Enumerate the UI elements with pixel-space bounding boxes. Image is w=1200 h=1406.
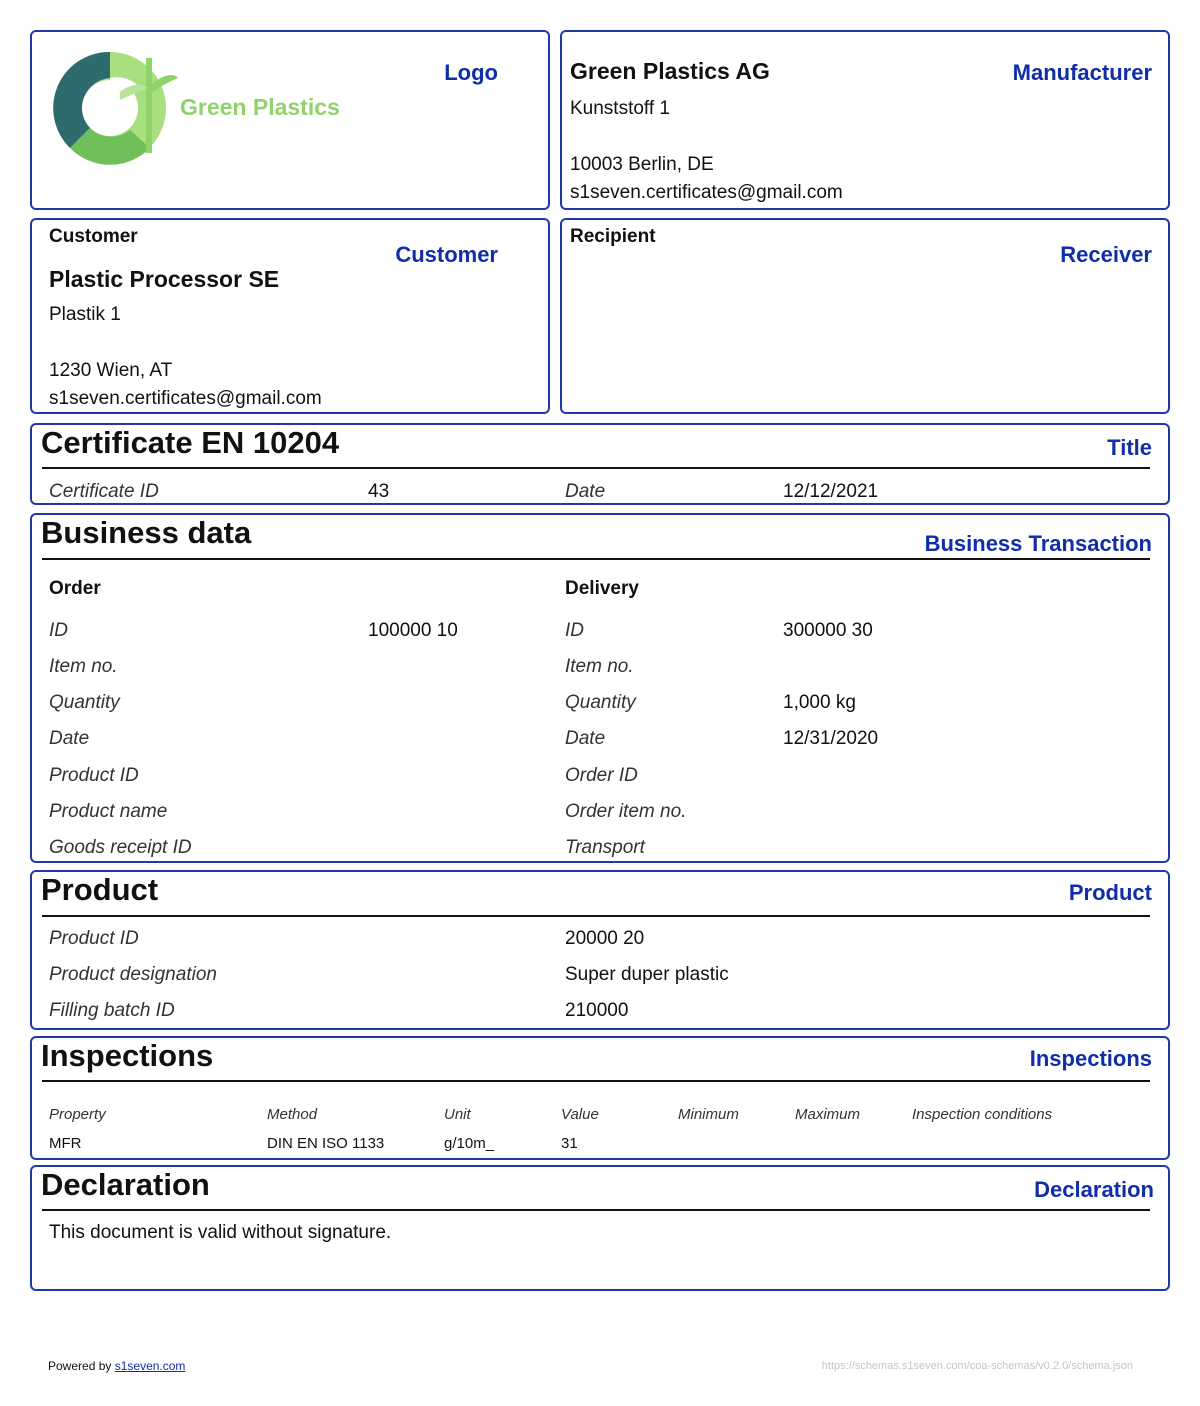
inspection-header-cell: Unit <box>444 1106 471 1123</box>
order-row-label: Goods receipt ID <box>49 837 192 858</box>
product-divider <box>42 915 1150 917</box>
logo-section-tag: Logo <box>444 60 498 85</box>
manufacturer-name: Green Plastics AG <box>570 58 770 84</box>
certificate-id-label: Certificate ID <box>49 481 159 502</box>
delivery-row-label: Order ID <box>565 765 638 786</box>
inspection-cell: 31 <box>561 1135 578 1152</box>
business-title: Business data <box>41 515 252 550</box>
logo-box <box>30 30 550 210</box>
inspection-cell: MFR <box>49 1135 82 1152</box>
delivery-heading: Delivery <box>565 578 639 599</box>
inspection-header-cell: Minimum <box>678 1106 739 1123</box>
footer-schema-url: https://schemas.s1seven.com/coa-schemas/v0.2.0/schema.json <box>821 1360 1133 1372</box>
customer-section-tag: Customer <box>395 242 498 267</box>
certificate-date-value: 12/12/2021 <box>783 481 879 502</box>
order-row-label: Product name <box>49 801 168 822</box>
inspections-title: Inspections <box>41 1038 214 1073</box>
manufacturer-city: 10003 Berlin, DE <box>570 154 714 175</box>
declaration-box <box>30 1165 1170 1291</box>
declaration-section-tag: Declaration <box>1034 1177 1154 1202</box>
manufacturer-section-tag: Manufacturer <box>1012 60 1152 85</box>
inspection-header-cell: Maximum <box>795 1106 861 1123</box>
footer-link[interactable]: s1seven.com <box>114 1359 186 1373</box>
certificate-date-label: Date <box>565 481 606 502</box>
delivery-row-label: ID <box>565 620 584 641</box>
inspections-divider <box>42 1080 1150 1082</box>
business-section-tag: Business Transaction <box>924 531 1152 556</box>
order-row-label: Date <box>49 728 90 749</box>
footer-powered-by-label: Powered by <box>48 1359 112 1373</box>
order-row-label: Product ID <box>49 765 139 786</box>
manufacturer-box <box>560 30 1170 210</box>
green-plastics-logo-icon <box>50 48 180 168</box>
inspections-box <box>30 1036 1170 1160</box>
customer-email: s1seven.certificates@gmail.com <box>49 388 322 409</box>
inspection-header-cell: Method <box>267 1106 318 1123</box>
declaration-text: This document is valid without signature. <box>49 1222 392 1243</box>
product-section-tag: Product <box>1068 880 1152 905</box>
inspection-cell: DIN EN ISO 1133 <box>267 1135 385 1152</box>
order-row-value: 100000 10 <box>368 620 458 641</box>
footer-powered-by <box>48 1359 185 1373</box>
product-row-value: 20000 20 <box>565 928 645 949</box>
title-section-tag: Title <box>1107 435 1152 460</box>
product-row-label: Product ID <box>49 928 139 949</box>
customer-heading: Customer <box>49 226 138 247</box>
delivery-row-value: 1,000 kg <box>783 692 856 713</box>
inspections-section-tag: Inspections <box>1029 1046 1152 1071</box>
delivery-row-label: Quantity <box>565 692 636 713</box>
customer-name: Plastic Processor SE <box>49 266 280 292</box>
certificate-title: Certificate EN 10204 <box>41 425 340 460</box>
receiver-section-tag: Receiver <box>1060 242 1152 267</box>
customer-street: Plastik 1 <box>49 304 121 325</box>
delivery-row-label: Order item no. <box>565 801 687 822</box>
delivery-row-value: 12/31/2020 <box>783 728 879 749</box>
recipient-box <box>560 218 1170 414</box>
order-heading: Order <box>49 578 101 599</box>
business-divider <box>42 558 1150 560</box>
title-box <box>30 423 1170 505</box>
declaration-title: Declaration <box>41 1167 210 1202</box>
manufacturer-email: s1seven.certificates@gmail.com <box>570 182 843 203</box>
declaration-divider <box>42 1209 1150 1211</box>
product-row-value: 210000 <box>565 1000 629 1021</box>
product-title: Product <box>41 872 159 907</box>
order-row-label: ID <box>49 620 68 641</box>
product-row-label: Product designation <box>49 964 217 985</box>
delivery-row-label: Date <box>565 728 606 749</box>
delivery-row-label: Transport <box>565 837 645 858</box>
logo-text: Green Plastics <box>180 94 340 120</box>
product-row-label: Filling batch ID <box>49 1000 175 1021</box>
title-divider <box>42 467 1150 469</box>
delivery-row-label: Item no. <box>565 656 634 677</box>
order-row-label: Item no. <box>49 656 118 677</box>
customer-city: 1230 Wien, AT <box>49 360 173 381</box>
certificate-id-value: 43 <box>368 481 390 502</box>
order-row-label: Quantity <box>49 692 120 713</box>
inspection-cell: g/10m_ <box>444 1135 495 1152</box>
recipient-heading: Recipient <box>570 226 656 247</box>
delivery-row-value: 300000 30 <box>783 620 873 641</box>
customer-box <box>30 218 550 414</box>
product-row-value: Super duper plastic <box>565 964 729 985</box>
business-box <box>30 513 1170 863</box>
manufacturer-street: Kunststoff 1 <box>570 98 670 119</box>
product-box <box>30 870 1170 1030</box>
inspection-header-cell: Inspection conditions <box>912 1106 1053 1123</box>
inspection-header-cell: Property <box>49 1106 106 1123</box>
inspection-header-cell: Value <box>561 1106 599 1123</box>
